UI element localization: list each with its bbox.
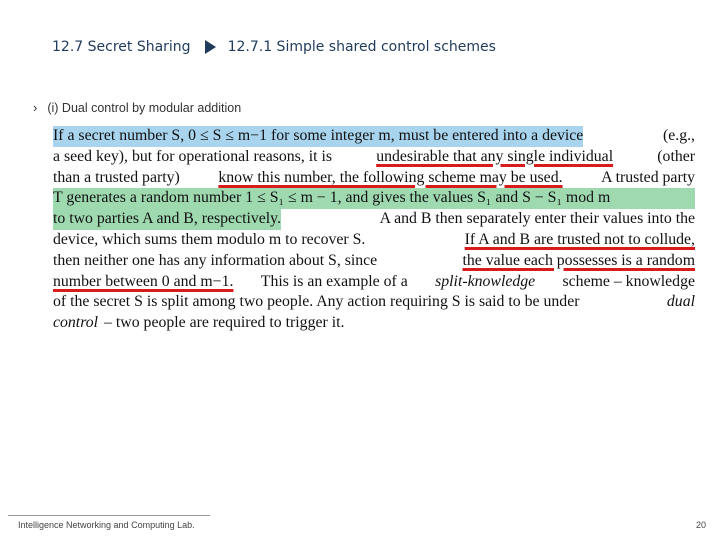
text-segment: device, which sums them modulo m to recover S.	[53, 230, 366, 248]
italic-term: split-knowledge	[435, 272, 536, 290]
italic-term: control	[53, 314, 99, 332]
paragraph-line	[53, 313, 695, 334]
text-segment: then neither one has any information about S, since	[53, 251, 378, 269]
text-segment: scheme – knowledge	[562, 272, 695, 290]
paragraph-line	[53, 272, 695, 293]
italic-term: dual	[666, 293, 695, 311]
underlined-text: undesirable that any single individual	[376, 147, 614, 165]
paragraph-line	[53, 168, 695, 189]
text-segment: a seed key), but for operational reasons, it is	[53, 147, 332, 165]
highlighted-text: T generates a random number 1 ≤ S₁ ≤ m − 1, and gives the values S₁ and S − S₁ mod m	[53, 188, 695, 209]
section-title: 12.7 Secret Sharing	[52, 39, 191, 55]
footer-divider	[8, 515, 210, 516]
underlined-text: If A and B are trusted not to collude,	[464, 230, 695, 248]
text-segment: This is an example of a	[260, 272, 408, 290]
underlined-text: the value each possesses is a random	[462, 251, 695, 269]
underlined-text: know this number, the following scheme may be used.	[218, 168, 563, 186]
paragraph-line	[53, 147, 695, 168]
subsection-title: 12.7.1 Simple shared control schemes	[227, 39, 496, 55]
highlighted-text: to two parties A and B, respectively.	[53, 209, 281, 230]
paragraph-line	[53, 230, 695, 251]
page-number: 20	[695, 520, 706, 530]
paragraph	[53, 126, 695, 334]
breadcrumb	[52, 37, 496, 57]
chevron-right-icon: ›	[33, 100, 38, 115]
paragraph-line	[53, 209, 695, 230]
text-segment: than a trusted party)	[53, 168, 180, 186]
text-segment: (other	[657, 147, 695, 165]
paragraph-line	[53, 292, 695, 313]
play-arrow-icon	[205, 40, 216, 54]
underlined-text: number between 0 and m−1.	[53, 272, 234, 290]
bullet-item	[33, 100, 241, 115]
text-segment: of the secret S is split among two people. Any action requiring S is said to be under	[53, 293, 580, 311]
text-segment: – two people are required to trigger it.	[104, 314, 345, 332]
paragraph-line	[53, 188, 695, 209]
footer-lab-name: Intelligence Networking and Computing Lab.	[18, 520, 195, 530]
highlighted-text: If a secret number S, 0 ≤ S ≤ m−1 for some integer m, must be entered into a device	[53, 126, 583, 147]
paragraph-line	[53, 126, 695, 147]
text-segment: (e.g.,	[662, 127, 695, 144]
text-segment: A and B then separately enter their values into the	[379, 210, 695, 228]
paragraph-line	[53, 251, 695, 272]
text-segment: A trusted party	[601, 168, 695, 186]
bullet-label: (i) Dual control by modular addition	[47, 100, 242, 115]
